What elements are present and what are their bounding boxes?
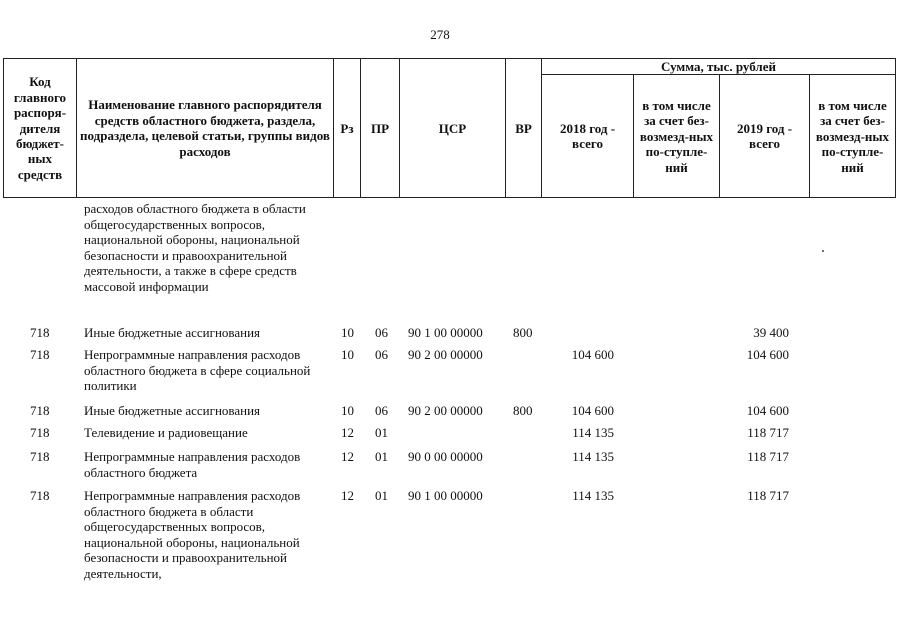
- row-code: 718: [30, 449, 50, 464]
- row-sum-2018: 114 135: [572, 425, 614, 440]
- row-sum-2018: 114 135: [572, 449, 614, 464]
- row-rz: 10: [341, 403, 354, 418]
- row-vr: 800: [513, 403, 533, 418]
- row-name: Непрограммные направления расходов областного бюджета: [84, 449, 301, 480]
- row-vr: 800: [513, 325, 533, 340]
- row-name: Иные бюджетные ассигнования: [84, 403, 261, 418]
- header-2018-grant: в том числе за счет без-возмезд-ных по-ступле-ний: [634, 75, 720, 198]
- page-number: 278: [430, 27, 450, 42]
- row-code: 718: [30, 403, 50, 418]
- header-csr: ЦСР: [400, 59, 506, 198]
- row-rz: 10: [341, 325, 354, 340]
- row-csr: 90 1 00 00000: [408, 325, 483, 340]
- row-rz: 10: [341, 347, 354, 362]
- row-code: 718: [30, 347, 50, 362]
- row-pr: 01: [375, 425, 388, 440]
- header-2019-grant: в том числе за счет без-возмезд-ных по-ступле-ний: [810, 75, 896, 198]
- row-sum-2019: 118 717: [747, 488, 789, 503]
- row-csr: 90 0 00 00000: [408, 449, 483, 464]
- header-name: Наименование главного распорядителя средств областного бюджета, раздела, подраздела, целевой статьи, группы видов расходов: [77, 59, 334, 198]
- row-sum-2018: 104 600: [571, 347, 614, 362]
- row-sum-2019: 118 717: [747, 425, 789, 440]
- row-sum-2018: 104 600: [571, 403, 614, 418]
- row-pr: 01: [375, 488, 388, 503]
- row-name: расходов областного бюджета в области общегосударственных вопросов, национальной обороны, национальной безопасности и правоохранительной деятельности, а также в сфере средств массовой информации: [84, 201, 306, 294]
- scan-speck: [822, 250, 824, 252]
- row-name: Иные бюджетные ассигнования: [84, 325, 261, 340]
- row-pr: 06: [375, 347, 388, 362]
- row-sum-2018: 114 135: [572, 488, 614, 503]
- header-2018-total: 2018 год - всего: [542, 75, 634, 198]
- header-pr: ПР: [361, 59, 400, 198]
- row-sum-2019: 39 400: [753, 325, 789, 340]
- row-sum-2019: 118 717: [747, 449, 789, 464]
- row-rz: 12: [341, 488, 354, 503]
- header-rz: Рз: [334, 59, 361, 198]
- row-pr: 06: [375, 325, 388, 340]
- row-code: 718: [30, 425, 50, 440]
- row-csr: 90 2 00 00000: [408, 347, 483, 362]
- table-header: [3, 58, 896, 198]
- header-2019-total: 2019 год - всего: [720, 75, 810, 198]
- header-sum: Сумма, тыс. рублей: [542, 59, 896, 75]
- row-rz: 12: [341, 425, 354, 440]
- row-pr: 06: [375, 403, 388, 418]
- row-sum-2019: 104 600: [746, 347, 789, 362]
- header-code: Код главного распоря-дителя бюджет-ных средств: [4, 59, 77, 198]
- row-name: Непрограммные направления расходов областного бюджета в области общегосударственных вопросов, национальной обороны, национальной безопасности и правоохранительной деятельности,: [84, 488, 301, 581]
- row-csr: 90 2 00 00000: [408, 403, 483, 418]
- row-sum-2019: 104 600: [746, 403, 789, 418]
- row-name: Телевидение и радиовещание: [84, 425, 248, 440]
- header-vr: ВР: [506, 59, 542, 198]
- row-code: 718: [30, 325, 50, 340]
- row-code: 718: [30, 488, 50, 503]
- row-name: Непрограммные направления расходов областного бюджета в сфере социальной политики: [84, 347, 311, 393]
- row-pr: 01: [375, 449, 388, 464]
- row-csr: 90 1 00 00000: [408, 488, 483, 503]
- row-rz: 12: [341, 449, 354, 464]
